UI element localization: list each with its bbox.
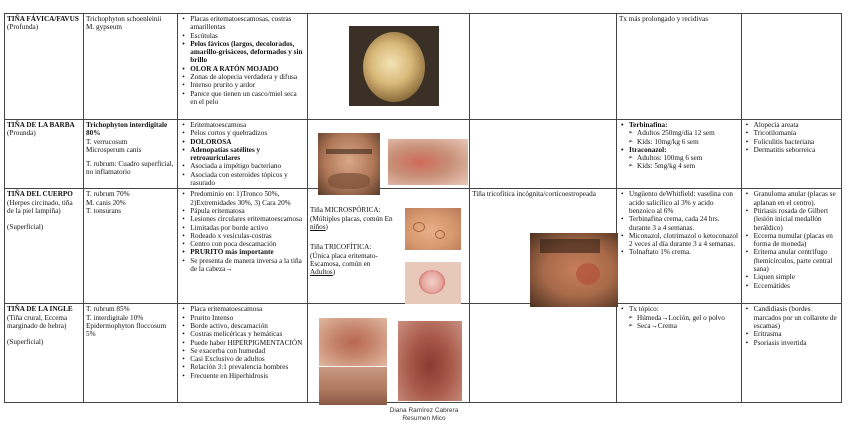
list-item: • Limitadas por borde activo	[190, 224, 305, 232]
list-item: • Escútulas	[190, 32, 305, 40]
list-item: • Asociada a impétigo bacteriano	[190, 162, 305, 170]
list-item: • Pelos cortos y quebradizos	[190, 129, 305, 137]
list-item: ➢ Seca→Crema	[637, 322, 739, 330]
disease-cell	[5, 120, 84, 189]
list-item: • Eccema numular (placas en forma de moneda)	[754, 232, 839, 249]
agent: M. canis 20%	[86, 198, 126, 207]
footer-author: Diana Ramírez Cabrera	[389, 407, 459, 414]
list-item: • Itraconazol:	[629, 146, 739, 154]
beard-chin-photo	[388, 139, 468, 185]
agent: T. rubrum 85%	[86, 305, 130, 314]
list-item: • Eritrasma	[754, 330, 839, 338]
disease-cell	[5, 189, 84, 304]
list-item: ➢ Adultos: 100mg 6 sem	[637, 154, 739, 162]
list-item: • Parece que tienen un casco/miel seca en el pelo	[190, 90, 305, 107]
differential-cell	[741, 304, 841, 403]
list-item: • Eccemátides	[754, 282, 839, 290]
list-item: • DOLOROSA	[190, 138, 305, 146]
list-item: • Zonas de alopecia verdadera y difusa	[190, 73, 305, 81]
footer-title: Resumen Mico	[402, 415, 446, 422]
list-item: ➢ Kids: 10mg/kg 6 sem	[637, 138, 739, 146]
agent: Epidermophyton floccosum 5%	[86, 321, 167, 339]
agent: T. rubrum 70%	[86, 190, 130, 199]
list-item: • Candidiasis (bordes marcados por un collarete de escamas)	[754, 305, 839, 330]
disease-subtitle: (Profunda)	[7, 23, 39, 32]
treatment-cell	[617, 120, 742, 189]
list-item: ➢ Húmeda→Loción, gel o polvo	[637, 314, 739, 322]
list-item: • Eritematoescamosa	[190, 121, 305, 129]
disease-depth: (Superficial)	[7, 223, 44, 232]
list-item: • Casi Exclusivo de adultos	[190, 355, 305, 363]
list-item: • Relación 3:1 prevalencia hombres	[190, 363, 305, 371]
list-item: • Intenso prurito y ardor	[190, 81, 305, 89]
beard-face-photo	[318, 133, 380, 195]
treatment-cell	[617, 304, 742, 403]
agents-cell	[84, 189, 178, 304]
list-item: • Predominio en: 1)Tronco 50%, 2)Extremidades 30%, 3) Cara 20%	[190, 190, 305, 207]
microsporica-desc: (Múltiples placas, común En niños)	[309, 214, 393, 231]
differential-cell	[741, 189, 841, 304]
disease-subtitle: (Prounda)	[7, 129, 36, 138]
agent: T. verrucosum	[86, 137, 128, 146]
disease-subtitle: (Herpes circinado, tiña de la piel lampiña)	[7, 198, 73, 215]
agent: Trichophyton interdigitale 80%	[86, 121, 168, 138]
variant-cell	[470, 304, 617, 403]
variant-cell	[470, 120, 617, 189]
agents-cell	[84, 120, 178, 189]
treatment-cell	[617, 14, 742, 120]
list-item: • Ungüento deWhitfield: vaselina con acido salicílico al 3% y acido benzoico al 6%	[629, 190, 739, 215]
list-item: • Lesiones circulares eritematoescamosa	[190, 215, 305, 223]
agent: T. tonsurans	[86, 206, 122, 215]
groin-photo-1	[319, 318, 387, 366]
clinical-cell	[178, 14, 308, 120]
list-item: • Miconazol, clotrimazol o ketoconazol 2 veces al día durante 3 a 4 semanas.	[629, 232, 739, 249]
list-item: • Se exacerba con humedad	[190, 347, 305, 355]
groin-photo-3	[319, 367, 387, 405]
list-item: • OLOR A RATÓN MOJADO	[190, 65, 305, 73]
list-item: • Dermatitis seborreica	[754, 146, 839, 154]
tricofitica-desc: (Única placa eritemato-Escamosa, común en Adultos)	[309, 251, 378, 277]
list-item: • Pelos fávicos (largos, decolorados, amarillo-grisáceos, deformados y sin brillo	[190, 40, 305, 65]
list-item: • Centro con poca descamación	[190, 240, 305, 248]
treatment-note: Tx más prolongado y recidivas	[619, 15, 709, 23]
list-item: • Borde activo, descamación	[190, 322, 305, 330]
tricofitica-title: Tiña TRICOFÍTICA:	[309, 243, 372, 252]
list-item: • Puede haber HIPERPIGMENTACIÓN	[190, 339, 305, 347]
list-item: • Asociada con esteroides tópicos y rasurado	[190, 171, 305, 188]
disease-name: TIÑA DE LA BARBA	[7, 121, 75, 129]
list-item: • Tolnaftato 1% crema.	[629, 248, 739, 256]
agents-cell	[84, 14, 178, 120]
list-item: • Pápula eritematosa	[190, 207, 305, 215]
list-item: • Frecuente en Hiperhidrosis	[190, 372, 305, 380]
list-item: • Granuloma anular (placas se aplanan en el centro).	[754, 190, 839, 207]
disease-cell	[5, 304, 84, 403]
agent: Microsperum canis	[86, 145, 142, 154]
list-item: • Prurito Intenso	[190, 314, 305, 322]
variant-text: Tiña tricofítica incógnita/corticoestropeada	[472, 190, 596, 199]
disease-subtitle: (Tiña crural, Eccema marginado de hebra)	[7, 313, 68, 330]
disease-name: TIÑA FÁVICA/FAVUS	[7, 15, 79, 23]
clinical-cell	[178, 304, 308, 403]
variant-cell	[470, 14, 617, 120]
agent: M. gypseum	[86, 23, 122, 32]
list-item: • Liquen simple	[754, 273, 839, 281]
disease-name: TIÑA DE LA INGLE	[7, 305, 73, 314]
list-item: ➢ Adultos 250mg/día 12 sem	[637, 129, 739, 137]
disease-depth: (Superficial)	[7, 338, 44, 347]
clinical-cell	[178, 189, 308, 304]
list-item: • Ptiriasis rosada de Gilbert (lesión inicial medallón heráldico)	[754, 207, 839, 232]
agent: T. interdigitale 10%	[86, 313, 144, 322]
list-item: • Psoriasis invertida	[754, 339, 839, 347]
list-item: • Alopecia areata	[754, 121, 839, 129]
differential-cell	[741, 14, 841, 120]
microsporica-photo	[405, 208, 461, 250]
list-item: • Tx tópico:	[629, 305, 739, 313]
treatment-cell	[617, 189, 742, 304]
list-item: • Terbinafina crema, cada 24 hrs. durante 3 a 4 semanas.	[629, 215, 739, 232]
disease-name: TIÑA DEL CUERPO	[7, 190, 73, 199]
list-item: • Rodeado x vesículas-costras	[190, 232, 305, 240]
clinical-cell	[178, 120, 308, 189]
list-item: • Foliculitis bacteriana	[754, 138, 839, 146]
list-item: • Adenopatías satélites y retroauriculares	[190, 146, 305, 163]
list-item: • Placas eritematoescamosas, costras amarillentas	[190, 15, 305, 32]
agent-note: T. rubrum: Cuadro superficial, no inflamatorio	[86, 160, 174, 177]
list-item: ➢ Kids: 5mg/kg 4 sem	[637, 162, 739, 170]
incognita-face-photo	[530, 233, 618, 307]
tricofitica-photo	[405, 262, 461, 304]
list-item: • PRURITO más importante	[190, 248, 305, 256]
list-item: • Se presenta de manera inversa a la tiña de la cabeza→	[190, 257, 305, 274]
favus-scalp-photo	[349, 26, 439, 106]
microsporica-title: Tiña MICROSPÓRICA:	[309, 206, 381, 215]
list-item: • Terbinafina:	[629, 121, 739, 129]
agents-cell	[84, 304, 178, 403]
differential-cell	[741, 120, 841, 189]
groin-photo-2	[398, 321, 462, 401]
list-item: • Tricotilomanía	[754, 129, 839, 137]
agent: Trichophyton schoenleinii	[86, 15, 162, 23]
disease-cell	[5, 14, 84, 120]
list-item: • Placa eritematoescamosa	[190, 305, 305, 313]
list-item: • Costras melicéricas y hemáticas	[190, 330, 305, 338]
list-item: • Eritema anular centrífugo (hemicírculos, parte central sana)	[754, 248, 839, 273]
